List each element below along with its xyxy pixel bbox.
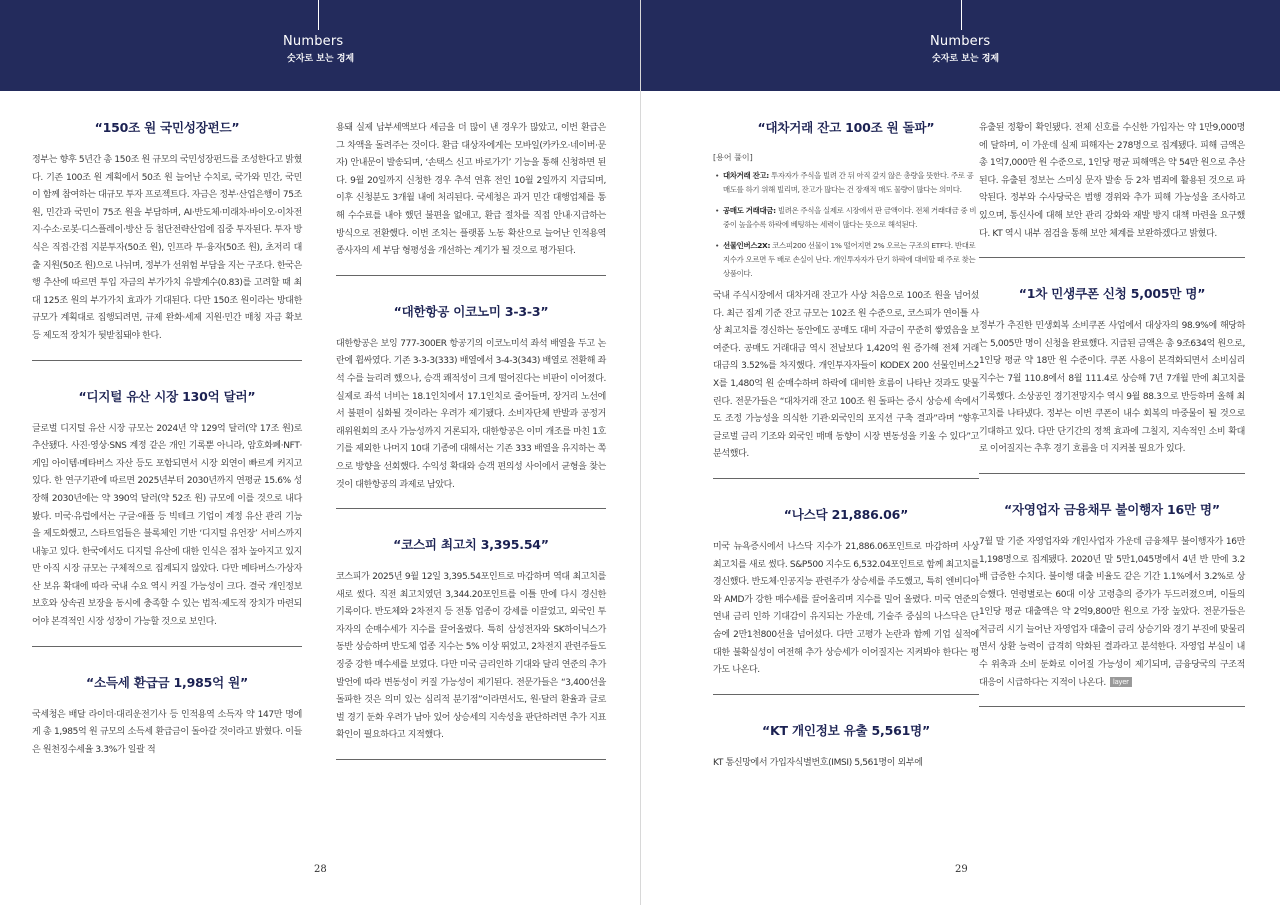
article-body: 글로벌 디지털 유산 시장 규모는 2024년 약 129억 달러(약 17조 원)로 추산됐다. 사진·영상·SNS 계정 같은 개인 기록뿐 아니라, 암호화폐·NFT·게임 아이템·메타버스 자산 등도 포함되면서 시장 외연이 빠르게 커지고 있다. 한 연구기관에 따르면 2025년부터 2030년까지 연평균 15.6% 성장해 2030년에는 약 390억 달러(약 52조 원) 규모에 이를 것으로 내다봤다. 미국·유럽에서는 구글·애플 등 빅테크 기업이 계정 유산 관리 기능을 제도화했고, 스타트업들은 블록체인 기반 ‘디지털 유언장’ 서비스까지 내놓고 있다. 한국에서도 디지털 유산에 대한 인식은 점차 높아지고 있지만 아직 시장 규모는 구체적으로 집계되지 않았다. 다만 메타버스·가상자산 보유 확대에 따라 국내 수요 역시 커질 가능성이 크다. 결국 개인정보 보호와 상속권 보장을 동시에 충족할 수 있는 법적·제도적 장치가 마련되어야 본격적인 시장 성장이 가능할 것으로 보인다. xyxy=(32,423,302,628)
section-divider xyxy=(979,257,1245,258)
section-divider xyxy=(713,694,979,695)
article-text: 7월 말 기준 자영업자와 개인사업자 가운데 금융채무 불이행자가 16만1,198명으로 집계됐다. 2020년 말 5만1,045명에서 4년 반 만에 3.2배 급증한 수치다. 불이행 대출 비율도 같은 기간 1.1%에서 3.2%로 상승했다. 연령별로는 60대 이상 고령층의 증가가 두드러졌으며, 이들의 1인당 평균 대출액은 약 2억9,800만 원으로 가장 높았다. 전문가들은 저금리 시기 늘어난 자영업자 대출이 금리 상승기와 경기 부진에 맞물리면서 상환 능력이 급격히 악화된 결과라고 분석한다. 자영업 부실이 내수 위축과 소비 둔화로 이어질 가능성이 제기되며, 금융당국의 구조적 대응이 시급하다는 지적이 나온다. xyxy=(979,536,1245,688)
section-divider xyxy=(336,275,606,276)
glossary-term: 선물인버스2X: xyxy=(723,241,771,250)
article-body: 유출된 정황이 확인됐다. 전체 신호를 수신한 가입자는 약 1만9,000명에 달하며, 이 가운데 실제 피해자는 278명으로 집계됐다. 피해 금액은 총 1억7,000만 원 수준으로, 1인당 평균 피해액은 약 54만 원으로 추산된다. 유출된 정보는 스미싱 문자 발송 등 2차 범죄에 활용된 것으로 파악된다. 정부와 수사당국은 범행 경위와 추가 피해 가능성을 조사하고 있으며, 통신사에 대해 보안 관리 강화와 재발 방지 대책 마련을 요구했다. KT 역시 내부 점검을 통해 보안 체계를 보완하겠다고 밝혔다. xyxy=(979,123,1245,239)
article-title: “KT 개인정보 유출 5,561명” xyxy=(762,722,930,738)
left-column-2 xyxy=(336,120,606,760)
article xyxy=(32,118,302,361)
article-title: “대차거래 잔고 100조 원 돌파” xyxy=(757,120,935,135)
section-divider xyxy=(979,473,1245,474)
article xyxy=(713,118,979,479)
section-divider xyxy=(32,360,302,361)
article xyxy=(32,673,302,760)
article xyxy=(336,302,606,509)
section-divider xyxy=(979,706,1245,707)
article-title: “대한항공 이코노미 3-3-3” xyxy=(393,303,549,319)
article-body: KT 통신망에서 가입자식별번호(IMSI) 5,561명이 외부에 xyxy=(713,757,923,768)
article-body: 대한항공은 보잉 777-300ER 항공기의 이코노미석 좌석 배열을 두고 논란에 휩싸였다. 기존 3-3-3(333) 배열에서 3-4-3(343) 배열로 전환해 좌석 수를 늘리려 했으나, 승객 쾌적성이 크게 떨어진다는 비판이 이어졌다. 실제로 좌석 너비는 18.1인치에서 17.1인치로 줄어들며, 장거리 노선에서 불편이 심화될 것이라는 우려가 제기됐다. 소비자단체 반발과 공정거래위원회의 조사 가능성까지 거론되자, 대한항공은 이미 개조를 마친 1호기를 제외한 나머지 10대 기종에 대해서는 기존 333 배열을 유지하는 쪽으로 방향을 선회했다. 수익성 확대와 승객 편의성 사이에서 균형을 찾는 것이 대한항공의 과제로 남았다. xyxy=(336,338,606,490)
article-body: 용돼 실제 납부세액보다 세금을 더 많이 낸 경우가 많았고, 이번 환급은 그 차액을 돌려주는 것이다. 환급 대상자에게는 모바일(카카오·네이버·문자) 안내문이 발송되며, ‘손택스 신고 바로가기’ 기능을 통해 신청하면 된다. 9월 20일까지 신청한 경우 추석 연휴 전인 10월 2일까지 지급되며, 이후 신청분도 3개월 내에 처리된다. 국세청은 과거 민간 대행업체를 통해 수수료를 내야 했던 불편을 없애고, 환급 절차를 직접 안내·지급하는 방식으로 전환했다. 이번 조치는 플랫폼 노동 확산으로 늘어난 인적용역 종사자의 세 부담 형평성을 개선하는 계기가 될 것으로 평가된다. xyxy=(336,123,606,257)
article-title: “150조 원 국민성장펀드” xyxy=(94,120,240,135)
section-divider xyxy=(336,759,606,760)
section-divider xyxy=(713,478,979,479)
article xyxy=(713,721,979,773)
header-divider-line xyxy=(318,0,319,30)
header-divider-line xyxy=(961,0,962,30)
glossary-label: [용어 풀이] xyxy=(713,153,753,162)
header-title: Numbers xyxy=(930,34,991,49)
article-title: “디지털 유산 시장 130억 달러” xyxy=(78,388,256,404)
article-title: “1차 민생쿠폰 신청 5,005만 명” xyxy=(1018,286,1206,302)
right-page xyxy=(640,0,1280,905)
article-continued xyxy=(336,120,606,276)
article-continued xyxy=(979,120,1245,258)
article xyxy=(32,387,302,647)
article-body: 정부는 향후 5년간 총 150조 원 규모의 국민성장펀드를 조성한다고 밝혔다. 기존 100조 원 계획에서 50조 원 늘어난 수치로, 국가와 민간, 국민이 함께 참여하는 대규모 투자 프로젝트다. 자금은 정부·산업은행이 75조 원, 민간과 국민이 75조 원을 부담하며, AI·반도체·미래차·바이오·이차전지·수소·로봇·디스플레이·방산 등 첨단전략산업에 집중 투자된다. 투자 방식은 직접·간접 지분투자(50조 원), 인프라 투·융자(50조 원), 초저리 대출 지원(50조 원)으로 나뉘며, 정부가 선위험 부담을 지는 구조다. 한국은행 추산에 따르면 투입 자금의 부가가치 유발계수(0.83)를 고려할 때 최대 125조 원의 부가가치 효과가 기대된다. 다만 150조 원이라는 방대한 규모가 계획대로 집행되려면, 규제 완화·세제 지원·민간 매칭 자금 확보 등 제도적 장치가 뒷받침돼야 한다. xyxy=(32,155,302,341)
article-title: “나스닥 21,886.06” xyxy=(783,506,909,522)
article xyxy=(713,505,979,695)
section-divider xyxy=(32,646,302,647)
glossary-item xyxy=(713,239,979,281)
article-title: “코스피 최고치 3,395.54” xyxy=(393,537,549,553)
article xyxy=(979,284,1245,474)
page-number: 28 xyxy=(314,864,327,875)
article-body: 미국 뉴욕증시에서 나스닥 지수가 21,886.06포인트로 마감하며 사상 최고치를 새로 썼다. S&P500 지수도 6,532.04포인트로 함께 최고치를 경신했다. 반도체·인공지능 관련주가 상승세를 주도했고, 특히 엔비디아와 AMD가 강한 매수세를 끌어올리며 지수를 밀어 올렸다. 미국 연준의 연내 금리 인하 기대감이 유지되는 가운데, 기술주 중심의 나스닥은 단숨에 2만1천800선을 넘어섰다. 다만 고평가 논란과 함께 기업 실적에 대한 불확실성이 여전해 추가 상승세가 이어질지는 지켜봐야 한다는 평가도 나온다. xyxy=(713,541,979,676)
article-body: 정부가 추진한 민생회복 소비쿠폰 사업에서 대상자의 98.9%에 해당하는 5,005만 명이 신청을 완료했다. 지급된 금액은 총 9조634억 원으로, 1인당 평균 약 18만 원 수준이다. 쿠폰 사용이 본격화되면서 소비심리지수는 7월 110.8에서 8월 111.4로 상승해 7년 7개월 만에 최고치를 기록했다. 소상공인 경기전망지수 역시 9월 88.3으로 반등하며 올해 최고치를 나타냈다. 정부는 이번 쿠폰이 내수 회복의 마중물이 될 것으로 기대하고 있다. 다만 단기간의 정책 효과에 그칠지, 지속적인 소비 확대로 이어질지는 추후 경기 흐름을 더 지켜볼 필요가 있다. xyxy=(979,321,1245,455)
page-number: 29 xyxy=(955,864,968,875)
glossary-text: 빌려온 주식을 실제로 시장에서 판 금액이다. 전체 거래대금 중 비중이 높을수록 하락에 베팅하는 세력이 많다는 뜻으로 해석된다. xyxy=(723,206,977,229)
glossary-term: 대차거래 잔고: xyxy=(723,171,769,180)
header-band xyxy=(641,0,1280,91)
glossary-item xyxy=(713,204,979,232)
left-column-1 xyxy=(32,92,302,759)
glossary-box xyxy=(713,152,979,281)
source-tag: layer xyxy=(1110,677,1132,687)
article xyxy=(336,535,606,760)
header-band xyxy=(0,0,640,91)
right-column-2 xyxy=(979,120,1245,707)
article xyxy=(979,500,1245,707)
glossary-text: 투자자가 주식을 빌려 간 뒤 아직 갚지 않은 총량을 뜻한다. 주로 공매도를 하기 위해 빌리며, 잔고가 많다는 건 장재적 매도 물량이 많다는 의미다. xyxy=(723,171,974,194)
glossary-term: 공매도 거래대금: xyxy=(723,206,776,215)
header-subtitle: 숫자로 보는 경제 xyxy=(932,54,1000,64)
article-body: 국세청은 배달 라이더·대리운전기사 등 인적용역 소득자 약 147만 명에게 총 1,985억 원 규모의 소득세 환급금이 돌아갈 것이라고 밝혔다. 이들은 원천징수세율 3.3%가 일괄 적 xyxy=(32,709,302,755)
glossary-item xyxy=(713,169,979,197)
glossary-text: 코스피200 선물이 1% 떨어지면 2% 오르는 구조의 ETF다. 반대로 지수가 오르면 두 배로 손실이 난다. 개인투자자가 단기 하락에 대비할 때 주로 찾는 상품이다. xyxy=(723,241,976,278)
article-title: “소득세 환급금 1,985억 원” xyxy=(85,674,249,690)
article-title: “자영업자 금융채무 불이행자 16만 명” xyxy=(1004,501,1220,517)
right-column-1 xyxy=(713,92,979,772)
article-body xyxy=(979,534,1245,692)
article-body: 국내 주식시장에서 대차거래 잔고가 사상 처음으로 100조 원을 넘어섰다. 최근 집계 기준 잔고 규모는 102조 원 수준으로, 코스피가 연이틀 사상 최고치를 경신하는 동안에도 공매도 대비 자금이 꾸준히 쌓였음을 보여준다. 공매도 거래대금 역시 전날보다 1,420억 원 증가해 전체 거래대금의 3.52%를 차지했다. 개인투자자들이 KODEX 200 선물인버스2X를 1,480억 원 순매수하며 하락에 대비한 흐름이 나타난 것과도 맞물린다. 전문가들은 “대차거래 잔고 100조 원 돌파는 증시 상승세 속에서도 조정 가능성을 의식한 기관·외국인의 포지션 구축 결과”라며 “향후 글로벌 금리 기조와 외국인 매매 동향이 시장 변동성을 키울 수 있다”고 분석했다. xyxy=(713,291,979,460)
article-body: 코스피가 2025년 9월 12일 3,395.54포인트로 마감하며 역대 최고치를 새로 썼다. 직전 최고치였던 3,344.20포인트를 이틀 만에 다시 경신한 기록이다. 반도체와 2차전지 등 전통 업종이 강세를 이끌었고, 외국인 투자자의 순매수세가 지수를 끌어올렸다. 특히 삼성전자와 SK하이닉스가 동반 상승하며 반도체 업종 지수는 5% 이상 뛰었고, 2차전지 관련주들도 징중 강한 매수세를 보였다. 다만 미국 금리인하 기대와 달리 연준의 추가 발언에 따라 변동성이 커질 가능성이 제기된다. 전문가들은 “3,400선을 돌파한 것은 의미 있는 심리적 분기점”이라면서도, 원·달러 환율과 글로벌 경기 둔화 우려가 남아 있어 상승세의 지속성을 판단하려면 추가 지표 확인이 필요하다고 지적했다. xyxy=(336,572,606,741)
section-divider xyxy=(336,508,606,509)
header-subtitle: 숫자로 보는 경제 xyxy=(287,54,355,64)
header-title: Numbers xyxy=(283,34,344,49)
